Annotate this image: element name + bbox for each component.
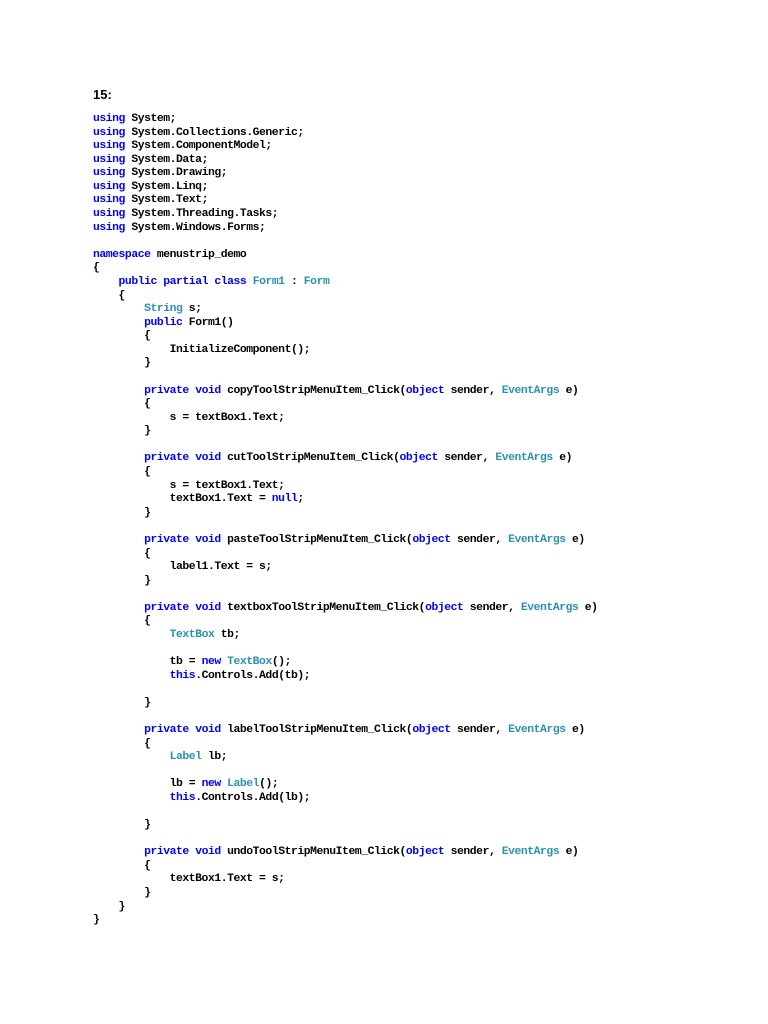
code-line: [93, 290, 598, 304]
keyword-token: this: [169, 791, 196, 804]
code-line: [93, 371, 598, 385]
code-text: [93, 385, 144, 397]
code-line: [93, 480, 598, 494]
keyword-token: partial: [163, 275, 208, 288]
code-text: sender,: [444, 384, 502, 397]
code-line: [93, 914, 598, 928]
code-text: System.Text;: [124, 194, 208, 207]
code-text: [93, 317, 144, 329]
keyword-token: class: [214, 275, 247, 288]
code-line: [93, 873, 598, 887]
code-text: textBox1.Text = s;: [93, 873, 285, 886]
code-text: tb =: [93, 656, 202, 669]
code-line: [93, 738, 598, 752]
code-text: ;: [297, 493, 304, 506]
code-text: System.Data;: [124, 153, 208, 166]
code-line: [93, 833, 598, 847]
code-line: [93, 466, 598, 480]
code-text: lb =: [93, 778, 202, 791]
code-line: [93, 548, 598, 562]
keyword-token: void: [195, 724, 221, 737]
code-text: InitializeComponent();: [93, 343, 311, 356]
code-text: System.Collections.Generic;: [124, 126, 304, 139]
type-token: EventArgs: [501, 846, 560, 859]
keyword-token: public: [118, 275, 157, 288]
keyword-token: void: [195, 601, 221, 614]
code-text: [93, 670, 170, 682]
type-token: TextBox: [169, 628, 215, 641]
code-text: [93, 629, 170, 641]
keyword-token: namespace: [93, 248, 151, 261]
keyword-token: using: [93, 194, 125, 207]
type-token: Form: [303, 275, 330, 288]
type-token: EventArgs: [508, 533, 566, 546]
code-text: {: [93, 398, 151, 411]
code-line: [93, 765, 598, 779]
code-text: lb;: [201, 751, 228, 764]
code-line: [93, 643, 598, 657]
type-token: Label: [169, 751, 202, 764]
code-text: }: [93, 696, 151, 709]
code-line: [93, 615, 598, 629]
keyword-token: using: [93, 167, 125, 180]
code-text: {: [93, 289, 125, 302]
code-text: undoToolStripMenuItem_Click(: [220, 846, 406, 859]
code-line: [93, 860, 598, 874]
code-line: [93, 181, 598, 195]
code-text: s;: [182, 303, 202, 316]
keyword-token: using: [93, 126, 125, 139]
code-text: e): [559, 384, 579, 397]
code-line: [93, 140, 598, 154]
keyword-token: private: [144, 601, 189, 614]
keyword-token: void: [195, 846, 221, 859]
code-text: System.ComponentModel;: [124, 140, 272, 153]
keyword-token: private: [144, 452, 189, 465]
keyword-token: private: [144, 384, 189, 397]
keyword-token: private: [144, 846, 189, 859]
code-line: [93, 710, 598, 724]
code-line: [93, 846, 598, 860]
code-text: pasteToolStripMenuItem_Click(: [220, 533, 413, 546]
code-line: [93, 222, 598, 236]
code-text: e): [565, 533, 585, 546]
code-line: [93, 588, 598, 602]
code-text: ();: [271, 656, 291, 669]
code-text: Form1(): [182, 316, 234, 329]
code-text: e): [578, 601, 598, 614]
code-text: sender,: [444, 846, 502, 859]
code-text: {: [93, 547, 151, 560]
code-text: [93, 724, 144, 736]
code-text: tb;: [214, 628, 240, 641]
code-line: [93, 683, 598, 697]
code-text: s = textBox1.Text;: [93, 411, 285, 424]
keyword-token: public: [144, 316, 183, 329]
code-text: copyToolStripMenuItem_Click(: [220, 384, 406, 397]
keyword-token: this: [169, 669, 196, 682]
code-text: }: [93, 886, 151, 899]
code-line: [93, 507, 598, 521]
code-text: System.Linq;: [124, 180, 208, 193]
type-token: Label: [227, 778, 260, 791]
code-text: sender,: [450, 724, 509, 737]
keyword-token: new: [201, 778, 221, 791]
code-line: [93, 901, 598, 915]
code-text: [93, 452, 144, 464]
code-text: }: [93, 506, 151, 519]
code-text: labelToolStripMenuItem_Click(: [220, 724, 413, 737]
code-text: [93, 792, 170, 804]
keyword-token: object: [412, 533, 451, 546]
code-line: [93, 697, 598, 711]
keyword-token: object: [405, 384, 445, 397]
code-text: [93, 303, 144, 315]
code-line: [93, 778, 598, 792]
code-text: .Controls.Add(lb);: [195, 791, 311, 804]
keyword-token: private: [144, 724, 189, 737]
code-text: cutToolStripMenuItem_Click(: [220, 452, 400, 465]
code-line: [93, 452, 598, 466]
code-text: {: [93, 466, 151, 479]
code-text: label1.Text = s;: [93, 561, 272, 574]
type-token: TextBox: [227, 656, 272, 669]
code-line: [93, 317, 598, 331]
code-text: }: [93, 425, 151, 438]
code-line: [93, 792, 598, 806]
code-text: sender,: [450, 533, 509, 546]
code-text: {: [93, 859, 151, 872]
type-token: String: [144, 303, 183, 316]
keyword-token: using: [93, 113, 125, 125]
keyword-token: object: [425, 601, 464, 614]
code-line: [93, 724, 598, 738]
code-line: [93, 249, 598, 263]
code-text: e): [552, 452, 572, 465]
code-line: [93, 398, 598, 412]
code-text: {: [93, 615, 151, 628]
keyword-token: object: [412, 724, 451, 737]
code-line: [93, 276, 598, 290]
code-line: [93, 575, 598, 589]
type-token: EventArgs: [520, 601, 579, 614]
code-line: [93, 439, 598, 453]
code-line: [93, 262, 598, 276]
code-text: System;: [124, 113, 177, 125]
code-text: {: [93, 737, 151, 750]
type-token: EventArgs: [501, 384, 560, 397]
keyword-token: using: [93, 153, 125, 166]
code-line: [93, 819, 598, 833]
keyword-token: void: [195, 384, 221, 397]
code-text: }: [93, 574, 151, 587]
code-text: }: [93, 819, 151, 832]
code-text: }: [93, 900, 125, 913]
keyword-token: void: [195, 452, 221, 465]
keyword-token: using: [93, 221, 125, 234]
keyword-token: void: [195, 533, 221, 546]
code-line: [93, 385, 598, 399]
code-text: System.Threading.Tasks;: [124, 208, 279, 221]
code-text: menustrip_demo: [150, 248, 247, 261]
type-token: EventArgs: [495, 452, 553, 465]
code-line: [93, 629, 598, 643]
code-text: [93, 751, 170, 763]
code-line: [93, 425, 598, 439]
code-text: sender,: [463, 601, 521, 614]
code-line: [93, 805, 598, 819]
keyword-token: private: [144, 533, 189, 546]
code-text: [93, 602, 144, 614]
keyword-token: using: [93, 140, 125, 153]
code-text: }: [93, 914, 100, 927]
code-line: [93, 656, 598, 670]
code-text: textBox1.Text =: [93, 493, 272, 506]
code-line: [93, 493, 598, 507]
code-line: [93, 751, 598, 765]
code-line: [93, 167, 598, 181]
type-token: EventArgs: [508, 724, 566, 737]
code-line: [93, 344, 598, 358]
keyword-token: null: [271, 493, 298, 506]
code-text: {: [93, 330, 151, 343]
code-line: [93, 412, 598, 426]
code-text: ();: [259, 778, 279, 791]
question-number: 15:: [93, 87, 112, 102]
code-line: [93, 534, 598, 548]
code-line: [93, 194, 598, 208]
code-text: System.Windows.Forms;: [124, 221, 266, 234]
code-line: [93, 127, 598, 141]
code-text: :: [284, 275, 304, 288]
code-line: [93, 357, 598, 371]
code-line: [93, 670, 598, 684]
code-line: [93, 303, 598, 317]
code-line: [93, 113, 598, 127]
code-text: e): [559, 846, 579, 859]
code-line: [93, 330, 598, 344]
code-line: [93, 235, 598, 249]
code-text: sender,: [437, 452, 496, 465]
type-token: Form1: [252, 275, 285, 288]
code-text: e): [565, 724, 585, 737]
code-text: s = textBox1.Text;: [93, 479, 285, 492]
code-text: }: [93, 357, 151, 370]
code-line: [93, 602, 598, 616]
code-text: System.Drawing;: [124, 167, 228, 180]
code-text: textboxToolStripMenuItem_Click(: [220, 601, 426, 614]
keyword-token: object: [399, 452, 438, 465]
code-text: [93, 534, 144, 546]
keyword-token: new: [201, 656, 221, 669]
keyword-token: using: [93, 208, 125, 221]
code-text: [93, 276, 119, 288]
code-line: [93, 887, 598, 901]
keyword-token: using: [93, 180, 125, 193]
code-line: [93, 154, 598, 168]
code-listing: [93, 113, 598, 928]
code-line: [93, 561, 598, 575]
code-line: [93, 520, 598, 534]
keyword-token: object: [405, 846, 445, 859]
code-line: [93, 208, 598, 222]
code-text: .Controls.Add(tb);: [195, 669, 311, 682]
code-text: [93, 846, 144, 858]
code-text: {: [93, 262, 100, 275]
